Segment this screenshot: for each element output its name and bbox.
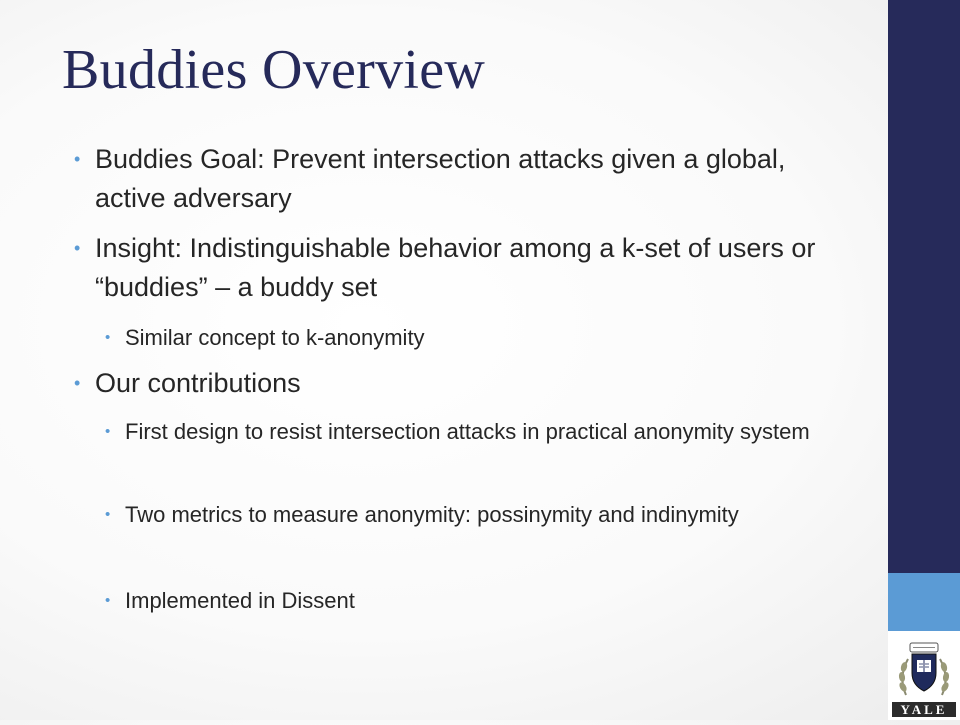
bullet-icon: • (74, 373, 81, 393)
bullet-text: Buddies Goal: Prevent intersection attacks given a global, active adversary (95, 144, 786, 213)
yale-shield-icon (888, 631, 960, 720)
yale-logo (888, 631, 960, 720)
sidebar-band (888, 0, 960, 573)
sub-bullet-item (105, 322, 825, 354)
bullet-item (74, 140, 830, 218)
bullet-item (74, 229, 830, 307)
bullet-icon: • (74, 149, 81, 169)
bullet-icon: • (74, 238, 81, 258)
bullet-icon: • (105, 592, 111, 609)
bullet-text: Two metrics to measure anonymity: possinymity and indinymity (125, 502, 739, 527)
sub-bullet-item (105, 585, 825, 617)
bullet-text: Similar concept to k-anonymity (125, 325, 425, 350)
bullet-icon: • (105, 506, 111, 523)
bullet-icon: • (105, 423, 111, 440)
bullet-icon: • (105, 329, 111, 346)
bullet-text: Insight: Indistinguishable behavior among a k-set of users or “buddies” – a buddy set (95, 233, 816, 302)
bullet-text: First design to resist intersection attacks in practical anonymity system (125, 419, 810, 444)
bullet-text: Our contributions (95, 368, 301, 398)
bullet-text: Implemented in Dissent (125, 588, 355, 613)
yale-logo-text: YALE (900, 702, 948, 717)
bullet-item (74, 364, 830, 403)
sub-bullet-item (105, 416, 825, 448)
slide-title: Buddies Overview (62, 39, 486, 101)
sub-bullet-item (105, 499, 825, 531)
accent-band (888, 573, 960, 631)
